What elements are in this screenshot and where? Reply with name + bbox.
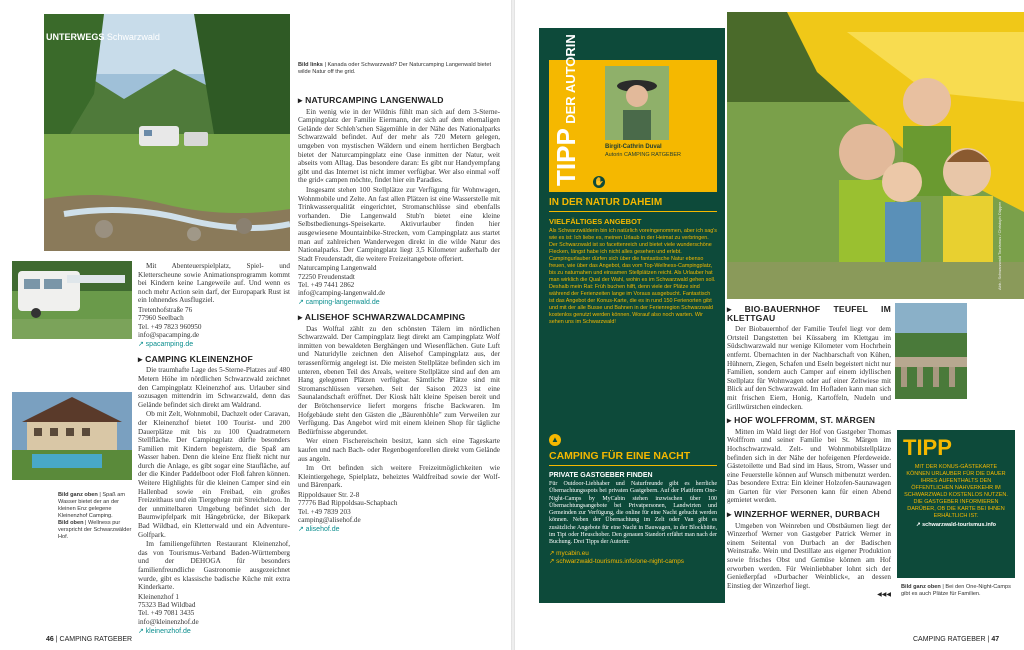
klein-city: 75323 Bad Wildbad bbox=[138, 601, 196, 610]
caption-low-2 bbox=[58, 520, 132, 541]
footer-label-left: CAMPING RATGEBER bbox=[59, 636, 133, 643]
lang-city: 72250 Freudenstadt bbox=[298, 272, 355, 281]
alis-city: 77776 Bad Rippoldsau-Schapbach bbox=[298, 499, 398, 508]
photo-langenwald bbox=[44, 14, 290, 251]
author-box bbox=[549, 34, 717, 192]
section-sub: Schwarzwald bbox=[106, 32, 160, 42]
hand-icon: ✋ bbox=[594, 177, 604, 186]
heading-langenwald: ▸ NATURCAMPING LANGENWALD bbox=[298, 95, 444, 105]
right-column bbox=[727, 305, 891, 600]
page-number-left: 46 bbox=[46, 636, 54, 643]
langenwald-link-text[interactable]: camping-langenwald.de bbox=[305, 299, 380, 307]
left-page bbox=[0, 0, 511, 650]
heading-winzerhof: ▸ WINZERHOF WERNER, DURBACH bbox=[727, 509, 880, 520]
alisehof-p3: Im Ort befinden sich weitere Freizeitmöglichkeiten wie Kleintiergehege, Spielplatz, beheiztes Waldfreibad sowie der Wolf- und Bärenpark. bbox=[298, 464, 500, 490]
link-icon: ↗ bbox=[138, 627, 144, 635]
heading-kleinenzhof-text: CAMPING KLEINENZHOF bbox=[145, 353, 253, 364]
section-label bbox=[46, 32, 160, 42]
tipp-vertical-sub: DER AUTORIN bbox=[563, 34, 578, 124]
caption-low-1-text: | Spaß am Wasser bietet der an der kleinen Enz gelegene Kleinenzhof Camping. bbox=[58, 492, 126, 519]
link-icon: ↗ bbox=[138, 341, 144, 349]
page-number-right: 47 bbox=[991, 636, 1000, 643]
night-section bbox=[549, 434, 717, 565]
tipp2-link[interactable]: ↗ schwarzwald-tourismus.info bbox=[915, 522, 997, 528]
nature-text: Als Schwarzwälderin bin ich natürlich voreingenommen, aber ich sag's wie es ist: Ich liebe es, meinen Urlaub in der Heimat zu verbringen. Der Schwarzwald ist so facettenreich und bietet viele wunderschöne Flecken, längst habe ich nicht alles gesehen und erlebt. Campingurlauber dürfen sich über die fantastische Natur ebenso freuen, wie über das Angebot, das vom Top-Wellness-Campingplatz, bis zu naturnahen und einsamen Stellplätzen reicht. Als Urlauber hat man wirklich die Qual der Wahl, wohin es im Schwarzwald gehen soll. Deshalb mein Rat: Früh buchen hilft, denn viele der Plätze sind während der Ferienzeiten lange im Voraus ausgebucht. Fantastisch ist das Angebot der Konus-Karte, die es in rund 150 Ferienorten gibt und mit der alle Busse und Bahnen in der Ferienregion Schwarzwald kostenlos genutzt werden können. Worauf also noch warten. Wir sehen uns im Schwarzwald! bbox=[549, 228, 717, 325]
left-column-2 bbox=[138, 262, 290, 637]
kleinenzhof-p3: Im familiengeführten Restaurant Kleinenzhof, das von Tourismus-Verband Baden-Württemberg und der DEHOGA für besonders familienfreundliche Gastronomie ausgezeichnet wurde, gibt es klassische badische Küche mit extra Kinderkarte. bbox=[138, 540, 290, 592]
author-photo bbox=[605, 66, 669, 140]
lang-phone: Tel. +49 7441 2862 bbox=[298, 280, 355, 289]
caption-right bbox=[901, 584, 1015, 598]
heading-wolffromm-text: HOF WOLFFROMM, ST. MÄRGEN bbox=[734, 415, 876, 426]
klein-phone: Tel. +49 7081 3435 bbox=[138, 609, 195, 618]
alisehof-p2: Wer einen Fischereischein besitzt, kann sich eine Tageskarte kaufen und nach Bach- oder Regenbogenforellen direkt vom Gelände aus angeln. bbox=[298, 437, 500, 463]
tipp2-heading: TIPP bbox=[903, 435, 952, 460]
heading-alisehof: ▸ ALISEHOF SCHWARZWALDCAMPING bbox=[298, 312, 466, 323]
caption-low-2-bold: Bild oben bbox=[58, 520, 84, 526]
intro-city: 77960 Seelbach bbox=[138, 314, 184, 323]
author-name: Birgit-Cathrin Duval bbox=[605, 144, 662, 150]
link-icon: ↗ bbox=[298, 526, 304, 534]
winzerhof-text: Umgeben von Weinreben und Obstbäumen liegt der Winzerhof Werner von Gastgeber Patrick Werner in einem Seitental von Durbach an der Badischen Weinstraße. Wein und Destillate aus eigener Produktion sowie frisches Obst und Gemüse können am Hof erworben werden. Für Weinliebhaber lohnt sich der Genießerpfad »Durbacher Weinblick«, an dessen Einstieg der Winzerhof liegt. bbox=[727, 521, 891, 590]
intro-paragraph: Mit Abenteuerspielplatz, Spiel- und Kletterscheune sowie Animationsprogramm kommt bei Kindern keine Langeweile auf. Und wenn es noch mehr Action sein darf, der Europapark Rust ist ein lohnendes Ausflugziel. bbox=[138, 262, 290, 305]
caption-low-1-bold: Bild ganz oben bbox=[58, 492, 98, 498]
tipp-vertical-text: TIPP bbox=[551, 128, 581, 186]
kleinenzhof-p2: Ob mit Zelt, Wohnmobil, Dachzelt oder Caravan, der Kleinenzhof bietet 100 Tourist- und 200 Dauerplätze mit bis zu 100 Quadratmetern Stellfläche. Der Campingplatz dürfte besonders Familien mit Kindern begeistern, die Spaß am Wasser haben. Denn die kleine Enz fließt nicht nur durch die Anlage, es gibt sogar eine Staufläche, auf der die Kinder Paddelboot oder Floß fahren können. Weitere Highlights für die kleinen Camper sind ein Hallenbad sowie ein Freibad, ein großes Freizeithaus und ein Tiergehege mit Streichelzoo. In der unmittelbaren Umgebung befindet sich der Baumwipfelpark mit Hängebrücke, der Bikepark Bad Wildbad, ein Kletterwald und ein Adventure-Golfpark. bbox=[138, 410, 290, 539]
caption-top-bold: Bild links bbox=[298, 62, 323, 68]
heading-alisehof-text: ALISEHOF SCHWARZWALDCAMPING bbox=[304, 312, 466, 323]
heading-wolffromm: ▸ HOF WOLFFROMM, ST. MÄRGEN bbox=[727, 415, 876, 426]
tipp2-box bbox=[897, 430, 1015, 578]
alisehof-address bbox=[298, 491, 500, 524]
night-link-1[interactable]: ↗ mycabin.eu bbox=[549, 549, 589, 557]
alis-phone: Tel. +49 7839 203 bbox=[298, 507, 351, 516]
caption-low-2-text: | Wellness pur verspricht der Schwarzwälder Hof. bbox=[58, 520, 132, 540]
intro-link[interactable] bbox=[138, 340, 290, 350]
photo-schwarzwaelder-hof bbox=[12, 392, 132, 480]
alisehof-p1: Das Wolftal zählt zu den schönsten Tälern im nördlichen Schwarzwald. Der Campingplatz liegt direkt am Campingplatz Wolf inmitten von bewaldeten Berghängen und Wiesenflächen. Gute Luft und Naturidylle zeichnen den Alisehof Campingplatz aus, der terassenförmig angelegt ist. Die meisten Stellplätze befinden sich im unteren, ebenen Teil des Areals, weitere Stellplätze sind auf den am Hang gelegenen Plätzen verfügbar. Sämtliche Plätze sind mit Stromanschlüssen versehen. Seit der Saison 2023 ist eine Saunalandschaft eröffnet. Der Kiosk hält kleine Speisen bereit und der Brötchenservice liefert morgens frische Backwaren. Im Hofgebäude steht den Gästen die „Bäurenhöhle" zum Verweilen zur Verfügung. Das Angebot wird mit einem kleinen Shop für tägliche Bedürfnisse abgerundet. bbox=[298, 324, 500, 436]
klein-street: Kleinenzhof 1 bbox=[138, 592, 179, 601]
langenwald-p2: Insgesamt stehen 100 Stellplätze zur Verfügung für Wohnwagen, Wohnmobile und Zelte. An fast allen Plätzen ist eine Wasserstelle mit Trinkwasserqualität eingerichtet, Stromanschlüsse sind ebenfalls vorhanden. Die Langenwald Stub'n bietet eine kleine Selbstbedienungs-Speisekarte. Aktivurlauber finden hier ausgewiesene Mountainbike-Strecken, vom Campingplatz aus startet man auf zahlreichen Wanderwegen direkt in die wilde Natur des Nationalparks. Der Campingplatz liegt 3,5 Kilometer außerhalb der Stadt Freudenstadt, die weitere Freizeitangebote offeriert. bbox=[298, 185, 500, 263]
night-text: Für Outdoor-Liebhaber und Naturfreunde gibt es herrliche Übernachtungsspots bei privaten Gastgebern. Auf der Plattform One-Night-Camps by MyCabin stehen inzwischen über 100 Übernachtungsangebote bei Privatpersonen, Landwirten und Gemeinden zur Verfügung, die online für eine Nacht gebucht werden können. Neben der Übernachtung im Zelt oder Van gibt es zusätzliche Angebote für eine Nacht in Bauwagen, in der Blockhütte, im Tipi oder Heuschober. Den genauen Standort erfährt man nach der Buchung. Drei Tipps der Autorin: bbox=[549, 481, 717, 546]
intro-link-text[interactable]: spacamping.de bbox=[145, 341, 194, 349]
heading-bio: ▸ BIO-BAUERNHOF TEUFEL IM KLETTGAU bbox=[727, 304, 891, 323]
photo-kleinenzhof-caravan bbox=[12, 261, 132, 339]
intro-address bbox=[138, 306, 290, 339]
langenwald-p1: Ein wenig wie in der Wildnis fühlt man sich auf dem 3-Sterne-Campingplatz der Familie Eiermann, der sich auf dem ehemaligen Gelände der Schleh'schen Sägemühle in der Nähe des Nationalparks Schwarzwald befindet. Auf der mehr als 720 Metern gelegen, umgeben von mystischen Wäldern und einem herrlichen Bergbach bietet der Naturcampingplatz eine Oase inmitten der Natur, weit abseits vom Alltag. Das besondere daran: Es gibt nur Handyempfang gibt und das Internet ist nicht immer verfügbar. Wer also einmal »off the grid« campen möchte, findet hier ein Paradies. bbox=[298, 107, 500, 185]
wolffromm-text: Mitten im Wald liegt der Hof von Gastgeber Thomas Wolffrom und seiner Familie bei St. Märgen im Hochschwarzwald. Zelt- und Wohnmobilstellplätze befinden sich in der Nähe der hofeigenen Pferdeweide. Gästetoilette und Bad sind im Haus, Strom, Wasser und eine Feuerstelle können auf Wunsch mitbenutzt werden. Das besondere Extra: Ein kleiner Holzofen-Saunawagen im Garten für vier Personen kann für einen Abend gemietet werden. bbox=[727, 427, 891, 505]
footer-label-right: CAMPING RATGEBER bbox=[913, 636, 986, 643]
intro-email: info@spacamping.de bbox=[138, 330, 200, 339]
kleinenzhof-link[interactable] bbox=[138, 627, 290, 637]
caption-right-text: | Bei den One-Night-Camps gibt es auch Plätze für Familien. bbox=[901, 584, 1011, 597]
heading-bio-text: BIO-BAUERNHOF TEUFEL IM KLETTGAU bbox=[727, 304, 891, 323]
right-footer: CAMPING RATGEBER | 47 bbox=[913, 636, 1000, 643]
intro-street: Tretenhofstraße 76 bbox=[138, 305, 193, 314]
author-role: Autorin CAMPING RATGEBER bbox=[605, 152, 681, 158]
tipp2-link-text[interactable]: schwarzwald-tourismus.info bbox=[922, 522, 997, 528]
heading-langenwald-text: NATURCAMPING LANGENWALD bbox=[305, 95, 444, 105]
kleinenzhof-link-text[interactable]: kleinenzhof.de bbox=[145, 627, 191, 635]
photo-credit: Abb.: Schwarzwald Tourismus / Christoph Düpper bbox=[997, 202, 1002, 290]
caption-top-text: | Kanada oder Schwarzwald? Der Naturcamping Langenwald bietet wilde Natur off the grid. bbox=[298, 62, 492, 75]
night-subheading: PRIVATE GASTGEBER FINDEN bbox=[549, 472, 653, 479]
alis-email: camping@alisehof.de bbox=[298, 515, 361, 524]
night-link-2-text[interactable]: schwarzwald-tourismus.info/one-night-camps bbox=[556, 557, 685, 565]
nature-heading: IN DER NATUR DAHEIM bbox=[549, 196, 717, 212]
intro-phone: Tel. +49 7823 960950 bbox=[138, 322, 202, 331]
heading-kleinenzhof: ▸ CAMPING KLEINENZHOF bbox=[138, 353, 253, 364]
continue-arrows: ◀◀◀ bbox=[877, 592, 891, 599]
klein-email: info@kleinenzhof.de bbox=[138, 617, 199, 626]
tent-icon: ▲ bbox=[549, 434, 561, 446]
night-link-1-text[interactable]: mycabin.eu bbox=[556, 549, 589, 557]
link-icon: ↗ bbox=[298, 299, 304, 307]
kleinenzhof-address bbox=[138, 593, 290, 626]
lang-name: Naturcamping Langenwald bbox=[298, 264, 377, 273]
caption-top bbox=[298, 62, 500, 76]
tipp-vertical bbox=[553, 34, 584, 186]
alisehof-link[interactable] bbox=[298, 525, 500, 535]
caption-low-1 bbox=[58, 492, 132, 520]
tipp2-text: MIT DER KONUS-GÄSTEKARTE KÖNNEN URLAUBER FÜR DIE DAUER IHRES AUFENTHALTS DEN ÖFFENTLICHEN NAHVERKEHR IM SCHWARZWALD KOSTENLOS NUTZEN. DIE GASTGEBER INFORMIEREN DARÜBER, OB DIE KARTE BEI IHNEN ERHÄLTLICH IST. bbox=[904, 464, 1008, 519]
nature-subheading: VIELFÄLTIGES ANGEBOT bbox=[549, 217, 642, 226]
bio-text: Der Biobauernhof der Familie Teufel liegt vor dem Ortsteil Dangstetten bei Küssaberg im Klettgau im Südschwarzwald nur wenige Kilometer vom Hochrhein entfernt. Übernachten in der Nachbarschaft von Kühen, Hühnern, Ziegen, Schafen und Eseln begeistert nicht nur Familien, sondern auch Camper auf einem idyllischen Stellplatz für Wohnwagen oder auf einer Zeltwiese mit Blick auf den Schwarzwald. Im Hofladen kann man sich mit frischen Eiern, Honig, Kartoffeln, Nudeln und Grillwürstchen eindecken. bbox=[727, 325, 891, 411]
langenwald-address bbox=[298, 264, 500, 297]
caption-right-bold: Bild ganz oben bbox=[901, 584, 941, 590]
left-footer: 46 | CAMPING RATGEBER bbox=[46, 636, 133, 643]
kleinenzhof-p1: Die traumhafte Lage des 5-Sterne-Platzes auf 480 Metern Höhe im nördlichen Schwarzwald zeichnet den Campingplatz Kleinenzhof aus. Urlauber sind sozusagen mittendrin im Schwarzwald, denn das Gelände befindet sich direkt am Waldrand. bbox=[138, 366, 290, 409]
alisehof-link-text[interactable]: alisehof.de bbox=[305, 526, 340, 534]
right-page bbox=[515, 0, 1024, 650]
alis-street: Rippoldsauer Str. 2-8 bbox=[298, 490, 360, 499]
nature-section bbox=[549, 196, 717, 326]
section-name: UNTERWEGS bbox=[46, 32, 105, 42]
night-heading: CAMPING FÜR EINE NACHT bbox=[549, 450, 717, 466]
night-link-2[interactable]: ↗ schwarzwald-tourismus.info/one-night-camps bbox=[549, 557, 685, 565]
langenwald-link[interactable] bbox=[298, 298, 500, 308]
caption-low bbox=[58, 492, 132, 541]
left-column-3 bbox=[298, 96, 500, 535]
lang-email: info@camping-langenwald.de bbox=[298, 289, 386, 298]
photo-viaduct bbox=[895, 303, 967, 399]
photo-family-tent bbox=[727, 12, 1024, 299]
heading-winzerhof-text: WINZERHOF WERNER, DURBACH bbox=[734, 509, 880, 520]
